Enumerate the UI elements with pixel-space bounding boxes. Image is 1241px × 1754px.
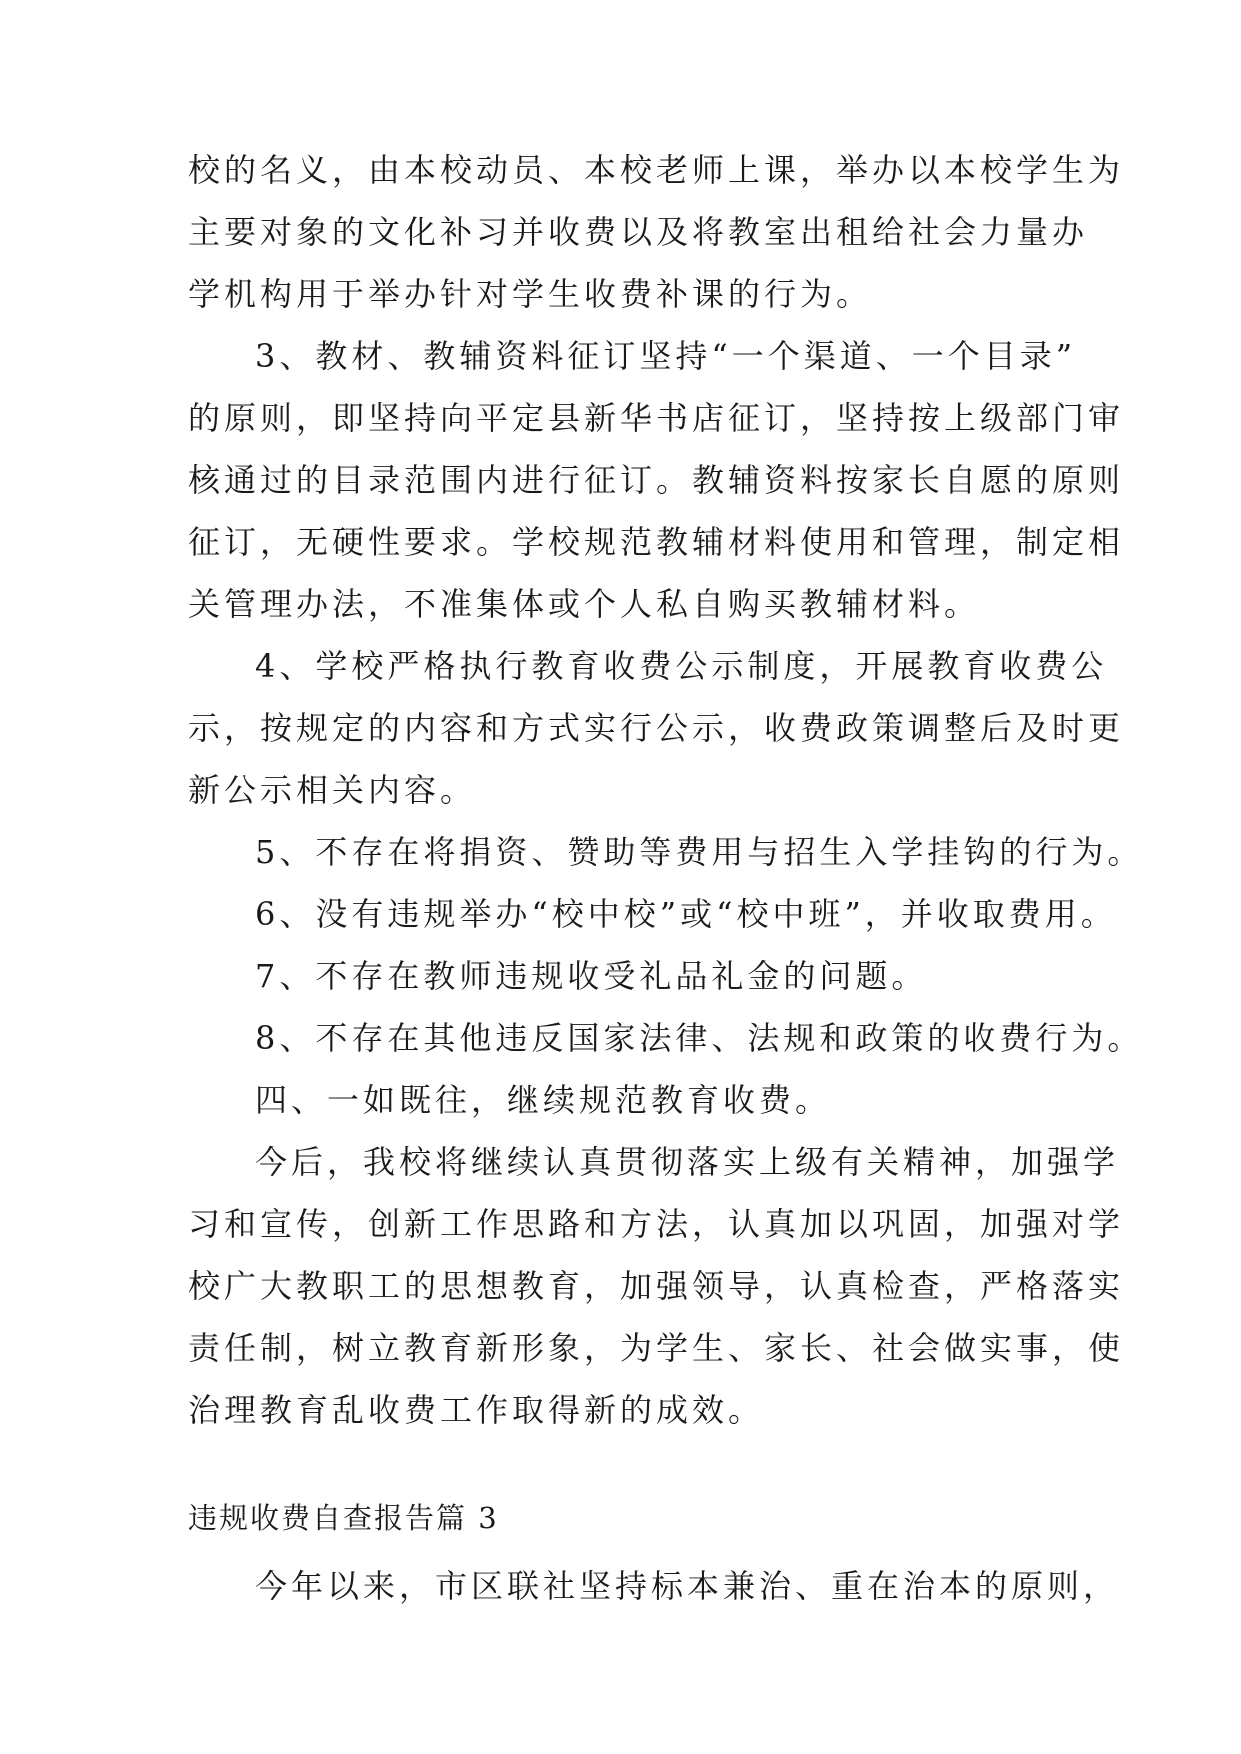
paragraph-line: 的原则，即坚持向平定县新华书店征订，坚持按上级部门审	[188, 399, 1125, 437]
paragraph-line: 今年以来，市区联社坚持标本兼治、重在治本的原则，	[255, 1567, 1120, 1605]
paragraph-line: 5、不存在将捐资、赞助等费用与招生入学挂钩的行为。	[255, 833, 1144, 871]
paragraph-line: 征订，无硬性要求。学校规范教辅材料使用和管理，制定相	[188, 523, 1125, 561]
paragraph-line: 新公示相关内容。	[188, 771, 477, 809]
paragraph-line: 3、教材、教辅资料征订坚持“一个渠道、一个目录”	[255, 337, 1077, 375]
paragraph-line: 校广大教职工的思想教育，加强领导，认真检查，严格落实	[188, 1267, 1125, 1305]
paragraph-line: 示，按规定的内容和方式实行公示，收费政策调整后及时更	[188, 709, 1125, 747]
paragraph-line: 8、不存在其他违反国家法律、法规和政策的收费行为。	[255, 1019, 1144, 1057]
paragraph-line: 核通过的目录范围内进行征订。教辅资料按家长自愿的原则	[188, 461, 1125, 499]
paragraph-line: 责任制，树立教育新形象，为学生、家长、社会做实事，使	[188, 1329, 1125, 1367]
paragraph-line: 习和宣传，创新工作思路和方法，认真加以巩固，加强对学	[188, 1205, 1125, 1243]
paragraph-line: 6、没有违规举办“校中校”或“校中班”，并收取费用。	[255, 895, 1117, 933]
paragraph-line: 主要对象的文化补习并收费以及将教室出租给社会力量办	[188, 213, 1089, 251]
paragraph-line: 治理教育乱收费工作取得新的成效。	[188, 1391, 765, 1429]
paragraph-line: 校的名义，由本校动员、本校老师上课，举办以本校学生为	[188, 151, 1125, 189]
paragraph-line: 关管理办法，不准集体或个人私自购买教辅材料。	[188, 585, 981, 623]
paragraph-line: 7、不存在教师违规收受礼品礼金的问题。	[255, 957, 928, 995]
paragraph-line: 学机构用于举办针对学生收费补课的行为。	[188, 275, 873, 313]
paragraph-line: 4、学校严格执行教育收费公示制度，开展教育收费公	[255, 647, 1108, 685]
section-heading: 违规收费自查报告篇 3	[188, 1501, 499, 1535]
paragraph-line: 四、一如既往，继续规范教育收费。	[255, 1081, 832, 1119]
paragraph-line: 今后，我校将继续认真贯彻落实上级有关精神，加强学	[255, 1143, 1120, 1181]
